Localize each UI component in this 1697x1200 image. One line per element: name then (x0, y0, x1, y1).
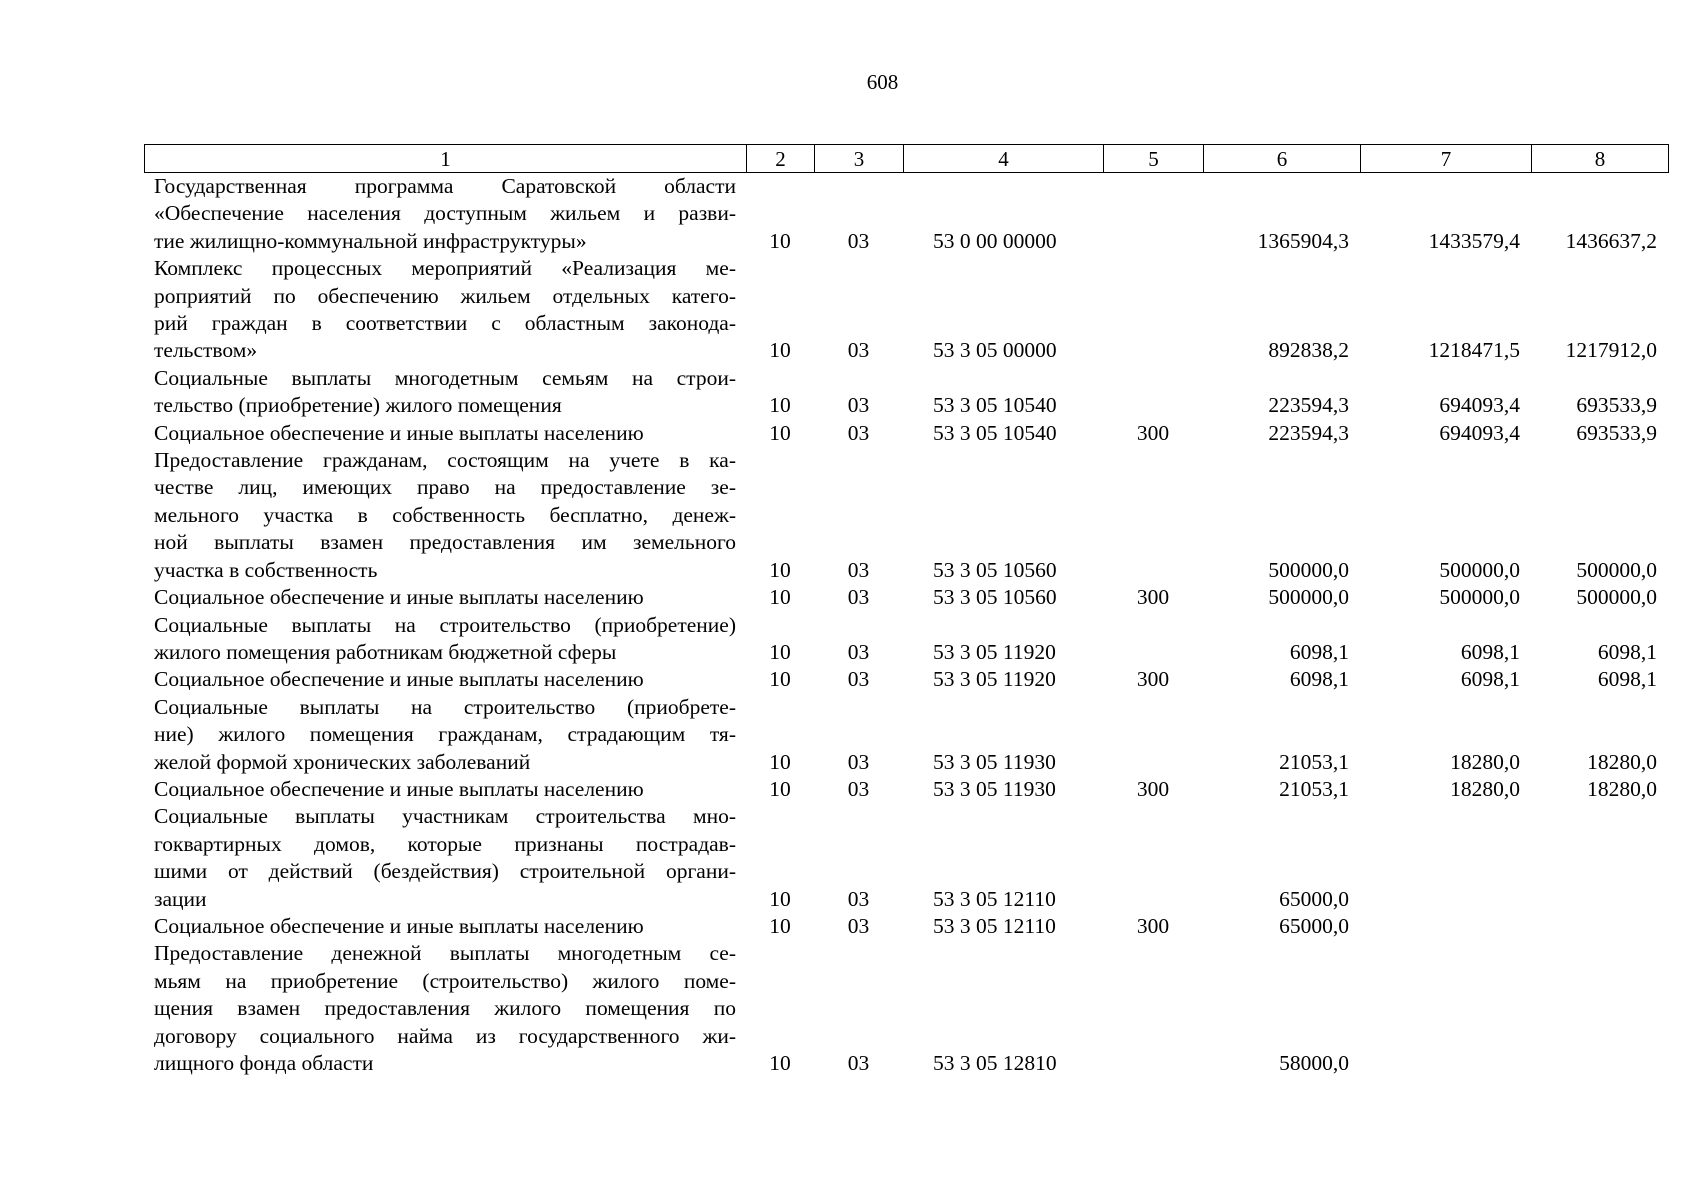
row-subsection-code: 03 (847, 749, 870, 774)
row-amount-year-1: 500000,0 (1268, 557, 1349, 582)
row-amount-year-1: 65000,0 (1279, 913, 1349, 938)
table-row (144, 447, 1668, 584)
row-target-article: 53 3 05 10560 (933, 585, 1057, 610)
table-row (144, 420, 1668, 447)
row-amount-year-1: 500000,0 (1268, 585, 1349, 610)
row-description (144, 365, 746, 420)
row-section-code: 10 (769, 557, 791, 582)
row-expense-type: 300 (1136, 913, 1170, 938)
table-row (144, 173, 1668, 255)
description-line: Социальные выплаты участникам строительства мно- (154, 804, 736, 829)
row-subsection-code: 03 (847, 557, 870, 582)
row-expense-type (1103, 447, 1203, 584)
row-target-article: 53 3 05 11920 (933, 667, 1056, 692)
column-number-5: 5 (1104, 145, 1204, 173)
row-amount-year-2 (1360, 940, 1531, 1077)
row-amount-year-1: 6098,1 (1289, 639, 1349, 664)
row-section-code: 10 (769, 585, 791, 610)
row-amount-year-3: 1436637,2 (1565, 228, 1657, 253)
description-line: Социальное обеспечение и иные выплаты населению (154, 420, 644, 445)
row-amount-year-2: 500000,0 (1439, 557, 1520, 582)
row-description (144, 913, 746, 940)
description-line: Социальное обеспечение и иные выплаты населению (154, 913, 644, 938)
row-subsection-code: 03 (847, 1051, 870, 1075)
row-target-article: 53 0 00 00000 (933, 228, 1057, 253)
row-amount-year-3: 693533,9 (1576, 393, 1657, 418)
row-subsection-code: 03 (847, 639, 870, 664)
row-subsection-code: 03 (847, 667, 870, 692)
row-description (144, 803, 746, 913)
row-section-code: 10 (769, 639, 791, 664)
description-line: жилого помещения работникам бюджетной сферы (154, 639, 617, 664)
table-row (144, 584, 1668, 611)
row-target-article: 53 3 05 11920 (933, 639, 1056, 664)
row-expense-type: 300 (1136, 776, 1170, 801)
description-line: Социальное обеспечение и иные выплаты населению (154, 585, 644, 610)
description-line: гоквартирных домов, которые признаны пострадав- (154, 831, 736, 856)
column-number-7: 7 (1361, 145, 1532, 173)
description-line: рий граждан в соответствии с областным законода- (154, 311, 736, 336)
description-line: Социальные выплаты на строительство (приобретение) (154, 612, 736, 637)
row-amount-year-3 (1531, 913, 1668, 940)
description-line: договору социального найма из государственного жи- (154, 1023, 736, 1048)
row-expense-type (1103, 694, 1203, 776)
column-number-6: 6 (1204, 145, 1361, 173)
description-line: тие жилищно-коммунальной инфраструктуры» (154, 228, 587, 253)
row-section-code: 10 (769, 749, 791, 774)
row-amount-year-1: 223594,3 (1268, 393, 1349, 418)
row-expense-type: 300 (1136, 420, 1170, 445)
row-amount-year-1: 21053,1 (1279, 776, 1349, 801)
row-target-article: 53 3 05 12110 (933, 913, 1056, 938)
row-amount-year-2: 18280,0 (1450, 776, 1520, 801)
row-target-article: 53 3 05 10560 (933, 557, 1057, 582)
row-expense-type (1103, 365, 1203, 420)
row-amount-year-3 (1531, 940, 1668, 1077)
table-row (144, 612, 1668, 667)
row-section-code: 10 (769, 393, 791, 418)
row-amount-year-2 (1360, 913, 1531, 940)
row-amount-year-2: 694093,4 (1439, 393, 1520, 418)
row-section-code: 10 (769, 667, 791, 692)
row-section-code: 10 (769, 913, 791, 938)
row-target-article: 53 3 05 11930 (933, 749, 1056, 774)
description-line: зации (154, 886, 207, 911)
row-amount-year-2: 694093,4 (1439, 420, 1520, 445)
row-section-code: 10 (769, 886, 791, 911)
row-amount-year-1: 58000,0 (1279, 1051, 1349, 1075)
row-amount-year-2: 1433579,4 (1428, 228, 1520, 253)
row-amount-year-3 (1531, 803, 1668, 913)
description-line: шими от действий (бездействия) строительной органи- (154, 859, 736, 884)
row-amount-year-2: 6098,1 (1460, 667, 1520, 692)
column-number-8: 8 (1532, 145, 1669, 173)
row-amount-year-1: 223594,3 (1268, 420, 1349, 445)
row-description (144, 666, 746, 693)
description-line: тельство (приобретение) жилого помещения (154, 393, 562, 418)
column-header-row (145, 145, 1669, 173)
row-description (144, 584, 746, 611)
description-line: Государственная программа Саратовской области (154, 174, 736, 198)
description-line: Предоставление гражданам, состоящим на учете в ка- (154, 448, 736, 473)
page-number: 608 (866, 70, 899, 94)
table-row (144, 666, 1668, 693)
table-row (144, 255, 1668, 365)
description-line: Социальное обеспечение и иные выплаты населению (154, 667, 644, 692)
row-expense-type (1103, 173, 1203, 255)
column-header-table (144, 144, 1669, 173)
row-amount-year-3: 18280,0 (1587, 776, 1657, 801)
row-subsection-code: 03 (847, 886, 870, 911)
table-row (144, 365, 1668, 420)
row-expense-type (1103, 255, 1203, 365)
row-amount-year-3: 6098,1 (1597, 667, 1657, 692)
description-line: ние) жилого помещения гражданам, страдающим тя- (154, 722, 736, 747)
row-subsection-code: 03 (847, 420, 870, 445)
row-target-article: 53 3 05 12110 (933, 886, 1056, 911)
row-expense-type (1103, 803, 1203, 913)
row-subsection-code: 03 (847, 913, 870, 938)
row-description (144, 612, 746, 667)
description-line: мельного участка в собственность бесплатно, денеж- (154, 502, 736, 527)
description-line: участка в собственность (154, 557, 378, 582)
description-line: Социальные выплаты на строительство (приобрете- (154, 694, 736, 719)
row-description (144, 776, 746, 803)
description-line: желой формой хронических заболеваний (154, 749, 531, 774)
row-section-code: 10 (769, 776, 791, 801)
row-amount-year-3: 500000,0 (1576, 585, 1657, 610)
row-amount-year-1: 892838,2 (1268, 338, 1349, 363)
row-subsection-code: 03 (847, 393, 870, 418)
row-amount-year-1: 21053,1 (1279, 749, 1349, 774)
row-expense-type: 300 (1136, 585, 1170, 610)
description-line: мьям на приобретение (строительство) жилого поме- (154, 968, 736, 993)
description-line: щения взамен предоставления жилого помещения по (154, 996, 736, 1021)
table-rows (144, 173, 1668, 1077)
row-section-code: 10 (769, 228, 791, 253)
column-number-1: 1 (145, 145, 747, 173)
row-amount-year-2 (1360, 803, 1531, 913)
row-section-code: 10 (769, 1051, 791, 1075)
description-line: Социальные выплаты многодетным семьям на строи- (154, 365, 736, 390)
table-row (144, 694, 1668, 776)
row-amount-year-2: 1218471,5 (1428, 338, 1520, 363)
row-target-article: 53 3 05 00000 (933, 338, 1057, 363)
description-line: Социальное обеспечение и иные выплаты населению (154, 776, 644, 801)
row-amount-year-2: 500000,0 (1439, 585, 1520, 610)
row-subsection-code: 03 (847, 776, 870, 801)
row-amount-year-3: 1217912,0 (1565, 338, 1657, 363)
table-row (144, 940, 1668, 1077)
row-amount-year-1: 6098,1 (1289, 667, 1349, 692)
row-description (144, 694, 746, 776)
table-row (144, 913, 1668, 940)
row-description (144, 255, 746, 365)
row-amount-year-1: 1365904,3 (1257, 228, 1349, 253)
row-amount-year-3: 18280,0 (1587, 749, 1657, 774)
row-section-code: 10 (769, 338, 791, 363)
column-number-2: 2 (747, 145, 815, 173)
description-line: тельством» (154, 338, 258, 363)
row-subsection-code: 03 (847, 228, 870, 253)
row-target-article: 53 3 05 12810 (933, 1051, 1057, 1075)
row-target-article: 53 3 05 11930 (933, 776, 1056, 801)
budget-table-body (144, 173, 1668, 1077)
column-number-3: 3 (815, 145, 904, 173)
description-line: Комплекс процессных мероприятий «Реализация ме- (154, 256, 736, 281)
description-line: Предоставление денежной выплаты многодетным се- (154, 941, 736, 966)
row-amount-year-3: 693533,9 (1576, 420, 1657, 445)
row-target-article: 53 3 05 10540 (933, 420, 1057, 445)
row-amount-year-3: 500000,0 (1576, 557, 1657, 582)
column-number-4: 4 (904, 145, 1104, 173)
row-target-article: 53 3 05 10540 (933, 393, 1057, 418)
row-section-code: 10 (769, 420, 791, 445)
description-line: роприятий по обеспечению жильем отдельных катего- (154, 283, 736, 308)
row-expense-type (1103, 612, 1203, 667)
description-line: «Обеспечение населения доступным жильем и разви- (154, 201, 736, 226)
description-line: лищного фонда области (154, 1051, 374, 1075)
row-description (144, 420, 746, 447)
row-description (144, 447, 746, 584)
row-subsection-code: 03 (847, 585, 870, 610)
row-expense-type: 300 (1136, 667, 1170, 692)
row-subsection-code: 03 (847, 338, 870, 363)
row-expense-type (1103, 940, 1203, 1077)
row-amount-year-3: 6098,1 (1597, 639, 1657, 664)
description-line: ной выплаты взамен предоставления им земельного (154, 530, 736, 555)
row-amount-year-2: 6098,1 (1460, 639, 1520, 664)
table-row (144, 776, 1668, 803)
row-amount-year-2: 18280,0 (1450, 749, 1520, 774)
table-row (144, 803, 1668, 913)
row-amount-year-1: 65000,0 (1279, 886, 1349, 911)
row-description (144, 173, 746, 255)
description-line: честве лиц, имеющих право на предоставление зе- (154, 475, 736, 500)
row-description (144, 940, 746, 1077)
